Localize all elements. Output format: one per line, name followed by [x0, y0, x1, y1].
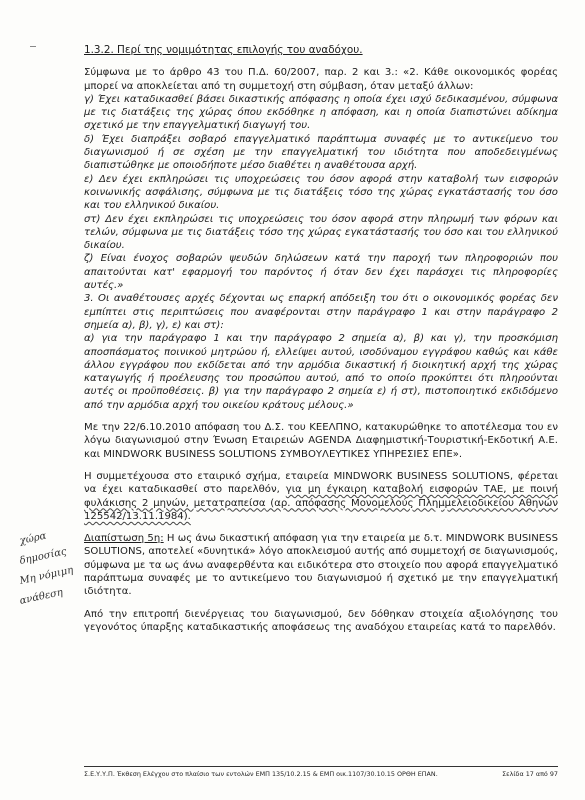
handwritten-note-2: δημοσίας	[18, 546, 68, 567]
quoted-items	[84, 93, 558, 412]
handwritten-margin-notes	[20, 532, 80, 612]
item-st: στ) Δεν έχει εκπληρώσει τις υποχρεώσεις του όσον αφορά στην πληρωμή των φόρων και τελών, σύμφωνα με τις διατάξεις τόσο της χώρας εγκατάστασής του όσο και του ελληνικού δικαίου.	[84, 213, 558, 252]
final-paragraph: Από την επιτροπή διενέργειας του διαγωνισμού, δεν δόθηκαν στοιχεία αξιολόγησης του γεγονότος ύπαρξης καταδικαστικής αποφάσεως της αναδόχου εταιρείας κατά το παρελθόν.	[84, 608, 558, 633]
scan-mark	[30, 46, 36, 47]
finding-label: Διαπίστωση 5η:	[84, 533, 164, 545]
footer-divider	[84, 766, 558, 767]
paragraph-3: 3. Οι αναθέτουσες αρχές δέχονται ως επαρκή απόδειξη του ότι ο οικονομικός φορέας δεν εμπίπτει στις περιπτώσεις που αναφέρονται στην παράγραφο 1 και στην παράγραφο 2 σημεία α), β), γ), ε) και στ):	[84, 293, 558, 331]
section-title: 1.3.2. Περί της νομιμότητας επιλογής του αναδόχου.	[84, 44, 363, 56]
mindwork-text-a: Η συμμετέχουσα στο εταιρικό σχήμα, εταιρεία MINDWORK BUSINESS SOLUTIONS, φέρεται να έχει καταδικασθεί στο παρελθόν,	[84, 470, 558, 496]
page-footer	[84, 770, 558, 779]
intro-paragraph: Σύμφωνα με το άρθρο 43 του Π.Δ. 60/2007, παρ. 2 και 3.: «2. Κάθε οικονομικός φορέας μπορεί να αποκλείεται από τη συμμετοχή στη σύμβαση, όταν μεταξύ άλλων:	[84, 67, 558, 92]
item-epsilon: ε) Δεν έχει εκπληρώσει τις υποχρεώσεις του όσον αφορά στην καταβολή των εισφορών κοινωνικής ασφάλισης, σύμφωνα με τις διατάξεις τόσο της χώρας εγκατάστασής του όσο και του ελληνικού δικαίου.	[84, 173, 558, 212]
item-zeta: ζ) Είναι ένοχος σοβαρών ψευδών δηλώσεων κατά την παροχή των πληροφοριών που απαιτούνται κατ' εφαρμογή του παρόντος ή όταν δεν έχει παράσχει τις πληροφορίες αυτές.»	[84, 253, 558, 292]
item-gamma: γ) Έχει καταδικασθεί βάσει δικαστικής απόφασης η οποία έχει ισχύ δεδικασμένου, σύμφωνα με τις διατάξεις της χώρας όπου εκδόθηκε η απόφαση, και η οποία διαπιστώνει αδίκημα σχετικό με την επαγγελματική διαγωγή του.	[84, 93, 558, 132]
item-delta: δ) Έχει διαπράξει σοβαρό επαγγελματικό παράπτωμα συναφές με το αντικείμενο του διαγωνισμού ή σε σχέση με την επαγγελματική του ιδιότητα που αποδεδειγμένως διαπιστώθηκε με οποιοδήποτε μέσο διαθέτει η αναθέτουσα αρχή.	[84, 133, 558, 172]
footer-page-number: Σελίδα 17 από 97	[502, 770, 558, 778]
page-body	[84, 44, 558, 634]
handwritten-note-4: ανάθεση	[18, 587, 64, 607]
handwritten-note-1: χώρα	[18, 530, 48, 547]
mindwork-paragraph	[84, 470, 558, 523]
decision-paragraph: Με την 22/6.10.2010 απόφαση του Δ.Σ. του ΚΕΕΛΠΝΟ, κατακυρώθηκε το αποτέλεσμα του εν λόγω διαγωνισμού στην Ένωση Εταιρειών AGENDA Διαφημιστική-Τουριστική-Εκδοτική Α.Ε. και MINDWORK BUSINESS SOLUTIONS ΣΥΜΒΟΥΛΕΥΤΙΚΕΣ ΥΠΗΡΕΣΙΕΣ ΕΠΕ».	[84, 422, 558, 460]
footer-report-title: Σ.Ε.Υ.Υ.Π. Έκθεση Ελέγχου στο πλαίσιο των εντολών ΕΜΠ 135/10.2.15 & ΕΜΠ οικ.1107/30.10.15 ΟΡΘΗ ΕΠΑΝ.	[84, 770, 438, 778]
finding-text: Η ως άνω δικαστική απόφαση για την εταιρεία με δ.τ. MINDWORK BUSINESS SOLUTIONS, αποτελεί «δυνητικά» λόγο αποκλεισμού αυτής από συμμετοχή σε διαγωνισμούς, σύμφωνα με τα ως άνω αναφερθέντα και ειδικότερα στο στοιχείο που αφορά επαγγελματικό παράπτωμα συναφές με το αντικείμενο του διαγωνισμού ή σχετικό με την επαγγελματική ιδιότητα.	[84, 533, 558, 598]
mindwork-text-c: (αρ. απόφασης Μονομελούς Πλημμελειοδικείου Αθηνών 125542/13.11.1984).	[84, 497, 558, 522]
handwritten-note-3: Μη νόμιμη	[18, 564, 75, 587]
finding-paragraph	[84, 532, 558, 598]
paragraph-3a: α) για την παράγραφο 1 και την παράγραφο 2 σημεία α), β) και γ), την προσκόμιση αποσπάσματος ποινικού μητρώου ή, ελλείψει αυτού, ισοδύναμου εγγράφου καθώς και κάθε άλλου εγγράφου που εκδίδεται από την αρμόδια δικαστική ή διοικητική αρχή της χώρας καταγωγής ή προέλευσης του προσώπου αυτού, από το οποίο προκύπτει ότι πληρούνται αυτές οι προϋποθέσεις. β) για την παράγραφο 2 σημεία ε) ή στ), πιστοποιητικό εκδιδόμενο από την αρμόδια αρχή του οικείου κράτους μέλους.»	[84, 333, 558, 411]
mindwork-text-underlined: για μη έγκαιρη καταβολή εισφορών ΤΑΕ, με ποινή φυλάκισης 2 μηνών, μετατραπείσα	[84, 484, 558, 509]
